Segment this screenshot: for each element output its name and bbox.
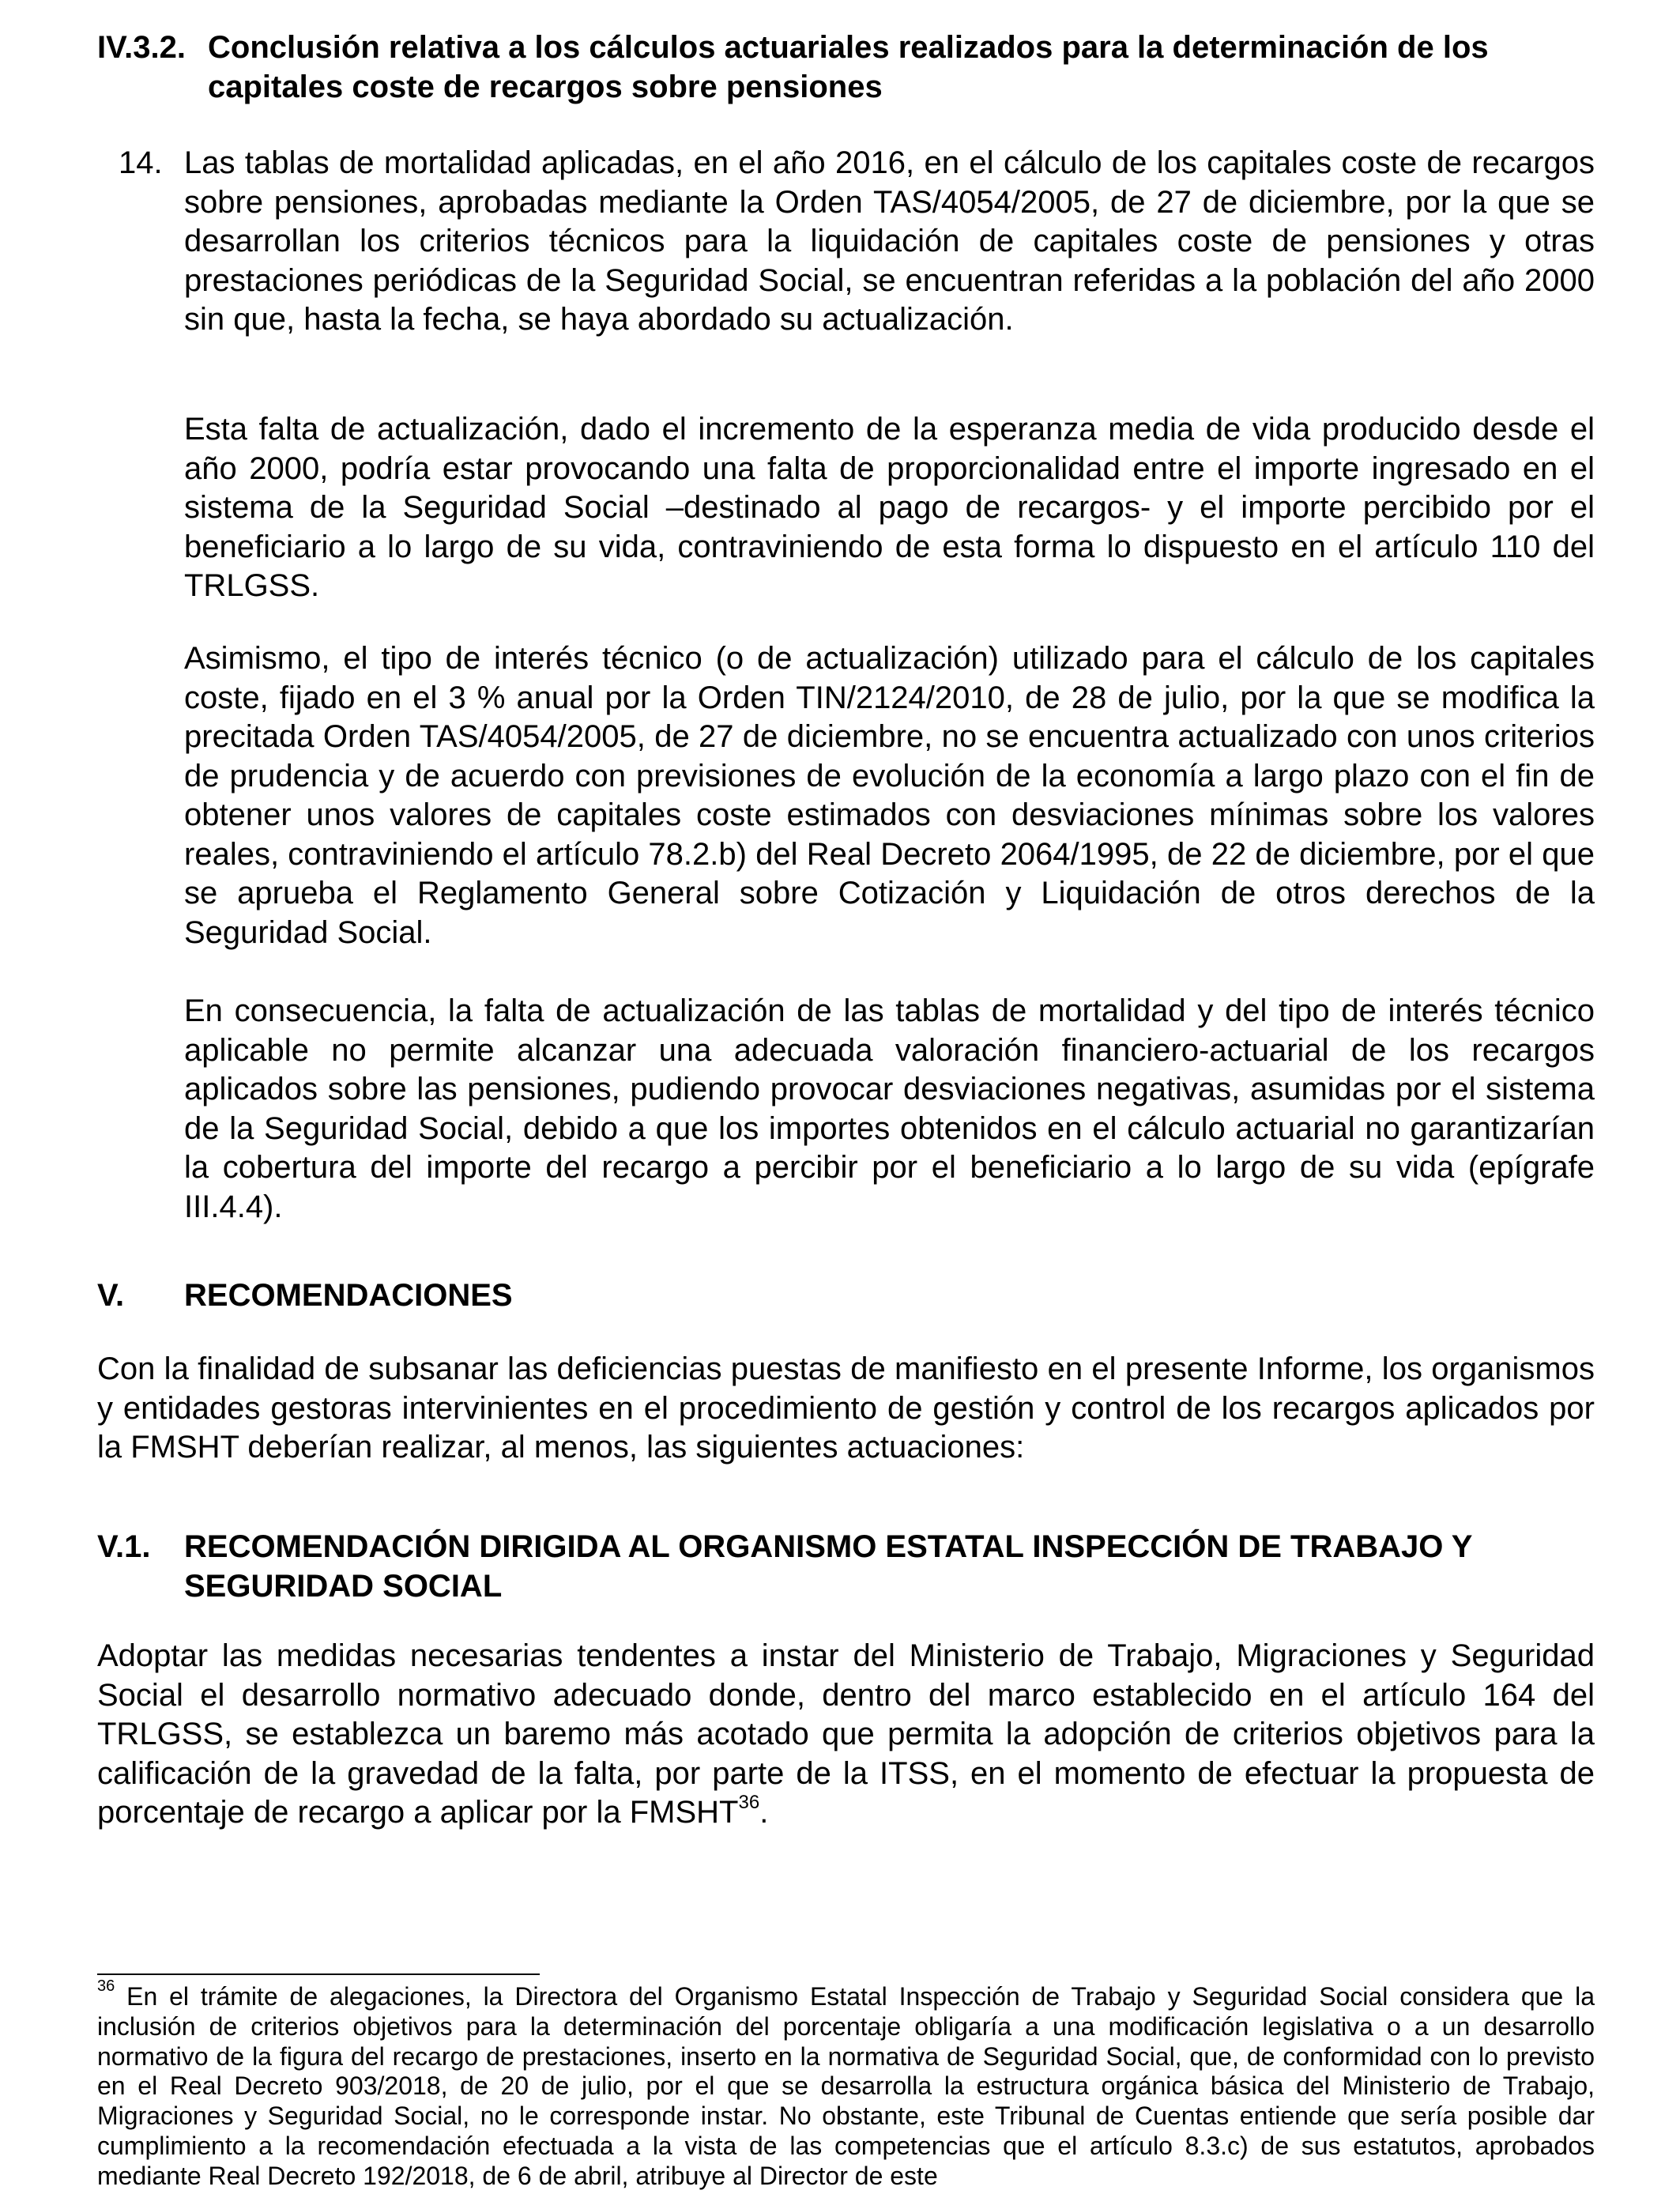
section-title-recomendaciones: RECOMENDACIONES (184, 1278, 513, 1313)
recommendation-v-1-end: . (759, 1795, 769, 1830)
section-number-v: V. (97, 1278, 125, 1313)
section-number-iv-3-2: IV.3.2. (97, 30, 186, 65)
footnote-reference-36[interactable]: 36 (738, 1791, 760, 1813)
recomendaciones-intro: Con la finalidad de subsanar las deficiencias puestas de manifiesto en el presente Informe, los organismos y entidades gestoras intervinientes en el procedimiento de gestión y control de los recargos aplicados por la FMSHT deberían realizar, al menos, las siguientes actuaciones: (97, 1351, 1595, 1465)
section-title-v-1: RECOMENDACIÓN DIRIGIDA AL ORGANISMO ESTATAL INSPECCIÓN DE TRABAJO Y SEGURIDAD SOCIAL (184, 1529, 1472, 1604)
footnote-marker: 36 (97, 1977, 115, 1996)
item-14-paragraph-2: Esta falta de actualización, dado el incremento de la esperanza media de vida producido desde el año 2000, podría estar provocando una falta de proporcionalidad entre el importe ingresado en el sistema de la Seguridad Social –destinado al pago de recargos- y el importe percibido por el beneficiario a lo largo de su vida, contraviniendo de esta forma lo dispuesto en el artículo 110 del TRLGSS. (184, 412, 1595, 603)
footnote-separator (97, 1973, 540, 1975)
item-number-14: 14. (119, 145, 163, 180)
recommendation-v-1-text (97, 1637, 1595, 1833)
item-14-paragraph-4: En consecuencia, la falta de actualización de las tablas de mortalidad y del tipo de interés técnico aplicable no permite alcanzar una adecuada valoración financiero-actuarial de los recargos aplicados sobre las pensiones, pudiendo provocar desviaciones negativas, asumidas por el sistema de la Seguridad Social, debido a que los importes obtenidos en el cálculo actuarial no garantizarían la cobertura del importe del recargo a percibir por el beneficiario a lo largo de su vida (epígrafe III.4.4). (184, 993, 1595, 1224)
section-number-v-1: V.1. (97, 1529, 151, 1564)
recommendation-v-1-body: Adoptar las medidas necesarias tendentes a instar del Ministerio de Trabajo, Migraciones y Seguridad Social el desarrollo normativo adecuado donde, dentro del marco establecido en el artículo 164 del TRLGSS, se establezca un baremo más acotado que permita la adopción de criterios objetivos para la calificación de la gravedad de la falta, por parte de la ITSS, en el momento de efectuar la propuesta de porcentaje de recargo a aplicar por la FMSHT (97, 1638, 1595, 1830)
footnote-36 (97, 1977, 1595, 2192)
footnote-text: En el trámite de alegaciones, la Directora del Organismo Estatal Inspección de Trabajo y Seguridad Social considera que la inclusión de criterios objetivos para la determinación del porcentaje obligaría a una modificación legislativa o a un desarrollo normativo de la figura del recargo de prestaciones, inserto en la normativa de Seguridad Social, que, de conformidad con lo previsto en el Real Decreto 903/2018, de 20 de julio, por el que se desarrolla la estructura orgánica básica del Ministerio de Trabajo, Migraciones y Seguridad Social, no le corresponde instar. No obstante, este Tribunal de Cuentas entiende que sería posible dar cumplimiento a la recomendación efectuada a la vista de las competencias que el artículo 8.3.c) de sus estatutos, aprobados mediante Real Decreto 192/2018, de 6 de abril, atribuye al Director de este (97, 1982, 1595, 2190)
item-14-paragraph-3: Asimismo, el tipo de interés técnico (o de actualización) utilizado para el cálculo de los capitales coste, fijado en el 3 % anual por la Orden TIN/2124/2010, de 28 de julio, por la que se modifica la precitada Orden TAS/4054/2005, de 27 de diciembre, no se encuentra actualizado con unos criterios de prudencia y de acuerdo con previsiones de evolución de la economía a largo plazo con el fin de obtener unos valores de capitales coste estimados con desviaciones mínimas sobre los valores reales, contraviniendo el artículo 78.2.b) del Real Decreto 2064/1995, de 22 de diciembre, por el que se aprueba el Reglamento General sobre Cotización y Liquidación de otros derechos de la Seguridad Social. (184, 641, 1595, 950)
item-14-paragraph-1: Las tablas de mortalidad aplicadas, en el año 2016, en el cálculo de los capitales coste de recargos sobre pensiones, aprobadas mediante la Orden TAS/4054/2005, de 27 de diciembre, por la que se desarrollan los criterios técnicos para la liquidación de capitales coste de pensiones y otras prestaciones periódicas de la Seguridad Social, se encuentran referidas a la población del año 2000 sin que, hasta la fecha, se haya abordado su actualización. (184, 145, 1595, 337)
section-title-iv-3-2: Conclusión relativa a los cálculos actuariales realizados para la determinación de los capitales coste de recargos sobre pensiones (208, 30, 1489, 104)
